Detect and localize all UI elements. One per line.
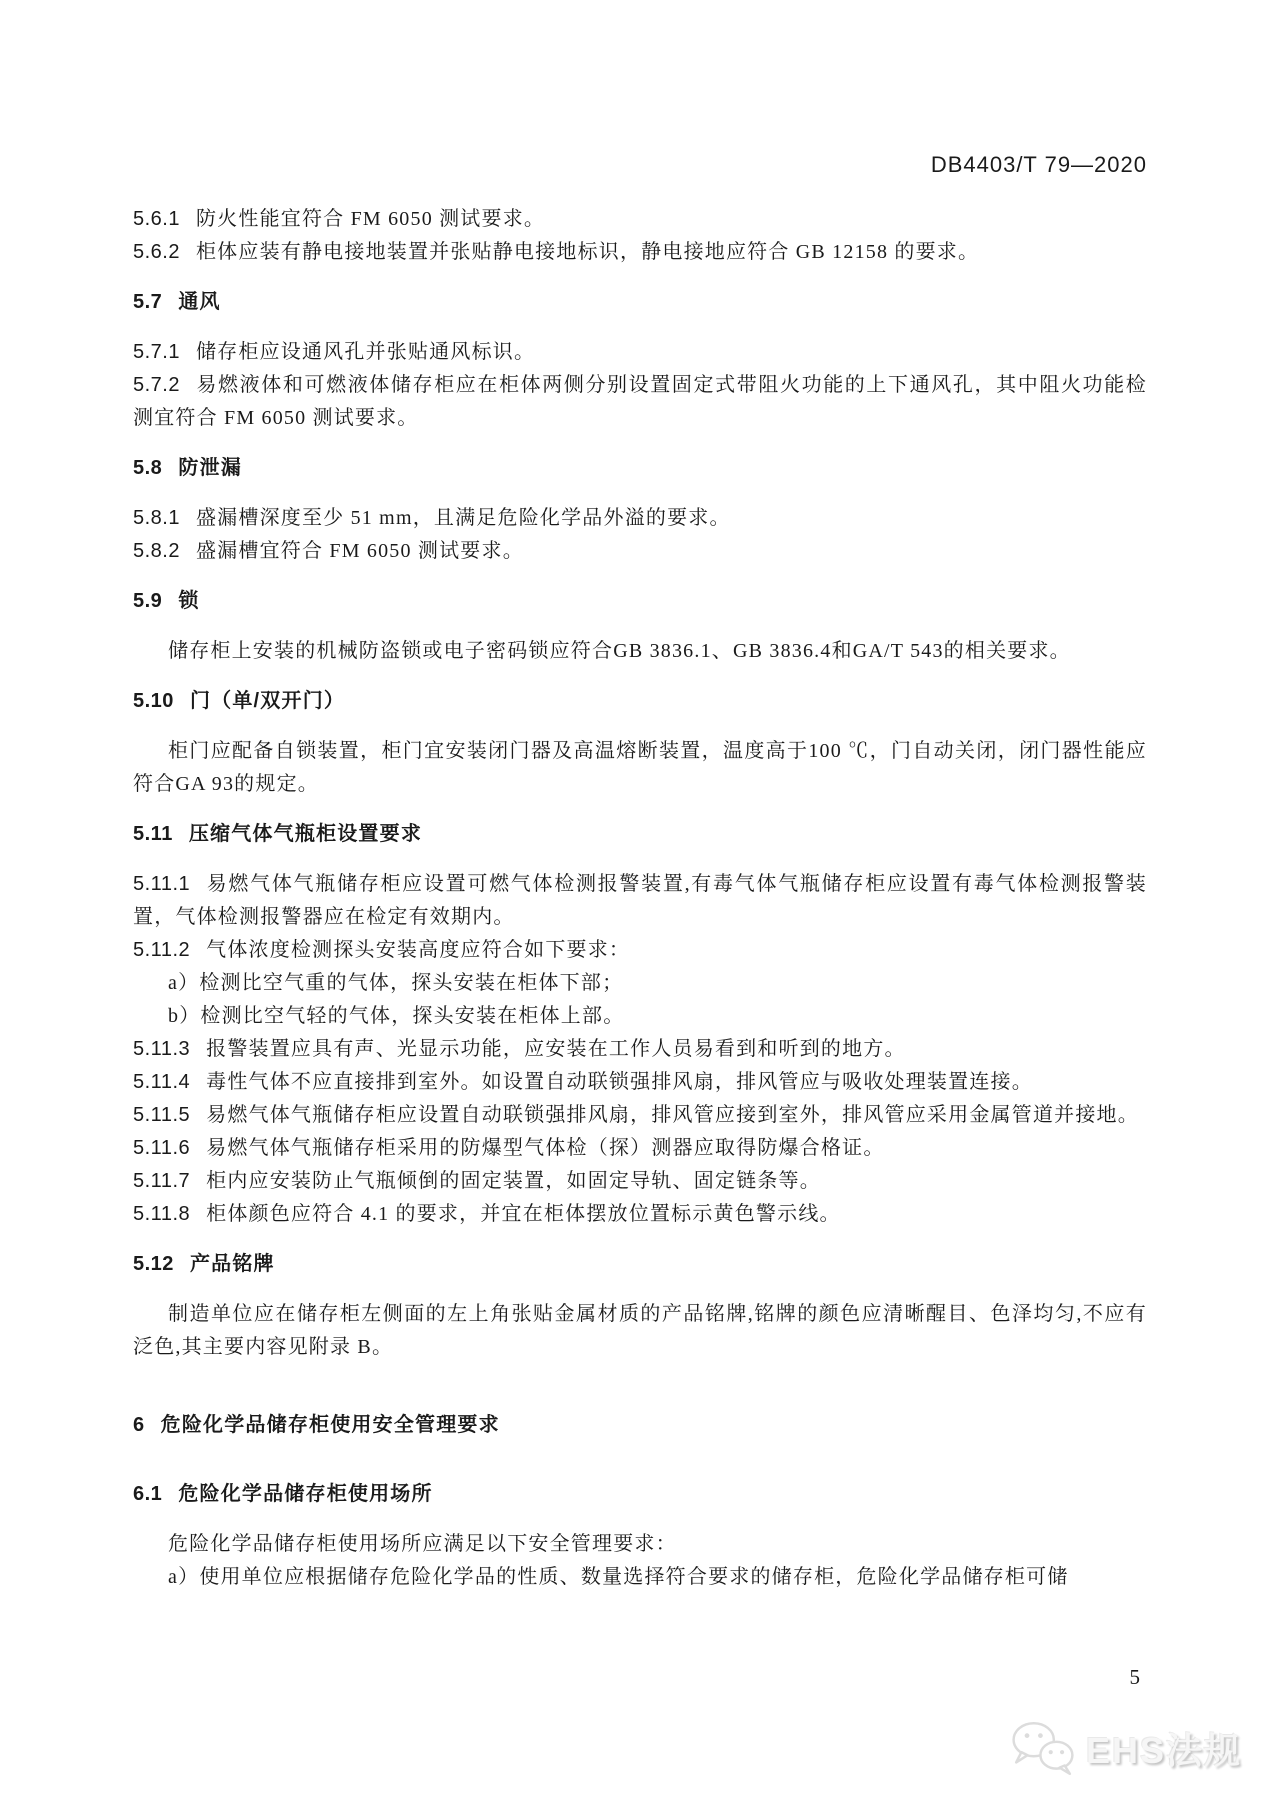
clause-number: 5.8.1 bbox=[133, 507, 180, 529]
chapter-title: 危险化学品储存柜使用安全管理要求 bbox=[160, 1414, 500, 1436]
clause-text: 盛漏槽深度至少 51 mm，且满足危险化学品外溢的要求。 bbox=[195, 507, 731, 529]
wechat-logo-icon bbox=[1010, 1720, 1076, 1776]
clause-text: 柜体应装有静电接地装置并张贴静电接地标识，静电接地应符合 GB 12158 的要求。 bbox=[195, 241, 980, 263]
section-title: 产品铭牌 bbox=[189, 1253, 275, 1275]
clause-number: 5.7.1 bbox=[133, 341, 180, 363]
clause-text: 易燃气体气瓶储存柜采用的防爆型气体检（探）测器应取得防爆合格证。 bbox=[206, 1137, 885, 1159]
section-title: 防泄漏 bbox=[178, 457, 242, 479]
section-heading-5-10 bbox=[133, 685, 1147, 718]
clause-number: 5.8.2 bbox=[133, 540, 180, 562]
section-title: 危险化学品储存柜使用场所 bbox=[178, 1483, 433, 1505]
paragraph-lock-requirement: 储存柜上安装的机械防盗锁或电子密码锁应符合GB 3836.1、GB 3836.4和GA/T 543的相关要求。 bbox=[168, 640, 1071, 662]
list-item-a-cabinet-selection: a）使用单位应根据储存危险化学品的性质、数量选择符合要求的储存柜，危险化学品储存柜可储 bbox=[168, 1566, 1069, 1588]
paragraph-usage-site-intro: 危险化学品储存柜使用场所应满足以下安全管理要求： bbox=[168, 1533, 677, 1555]
section-number: 6.1 bbox=[133, 1483, 163, 1505]
clause-number: 5.11.4 bbox=[133, 1071, 191, 1093]
clause-number: 5.11.1 bbox=[133, 873, 191, 895]
clause-number: 5.11.7 bbox=[133, 1170, 191, 1192]
clause-number: 5.7.2 bbox=[133, 374, 180, 396]
section-heading-6-1 bbox=[133, 1478, 1147, 1511]
section-title: 压缩气体气瓶柜设置要求 bbox=[188, 823, 423, 845]
clause-5-6-2 bbox=[133, 236, 1147, 269]
section-number: 5.8 bbox=[133, 457, 163, 479]
clause-5-6-1 bbox=[133, 203, 1147, 236]
clause-5-11-5 bbox=[133, 1099, 1147, 1132]
clause-text: 储存柜应设通风孔并张贴通风标识。 bbox=[195, 341, 536, 363]
clause-number: 5.11.3 bbox=[133, 1038, 191, 1060]
watermark-label: EHS法规 bbox=[1085, 1729, 1242, 1771]
section-heading-5-7 bbox=[133, 286, 1147, 319]
list-item-b-probe-upper: b）检测比空气轻的气体，探头安装在柜体上部。 bbox=[168, 1005, 625, 1027]
section-heading-5-8 bbox=[133, 452, 1147, 485]
clause-5-11-4 bbox=[133, 1066, 1147, 1099]
chapter-number: 6 bbox=[133, 1414, 145, 1436]
chapter-heading-6 bbox=[133, 1409, 1147, 1442]
section-heading-5-12 bbox=[133, 1248, 1147, 1281]
clause-text: 易燃气体气瓶储存柜应设置自动联锁强排风扇，排风管应接到室外，排风管应采用金属管道并接地。 bbox=[206, 1104, 1139, 1126]
section-heading-5-9 bbox=[133, 585, 1147, 618]
clause-text: 防火性能宜符合 FM 6050 测试要求。 bbox=[195, 208, 546, 230]
watermark bbox=[1010, 1720, 1242, 1776]
clause-number: 5.6.2 bbox=[133, 241, 180, 263]
clause-5-11-3 bbox=[133, 1033, 1147, 1066]
list-item-a-probe-lower: a）检测比空气重的气体，探头安装在柜体下部； bbox=[168, 972, 624, 994]
paragraph-nameplate-requirement: 制造单位应在储存柜左侧面的左上角张贴金属材质的产品铭牌,铭牌的颜色应清晰醒目、色泽均匀,不应有泛色,其主要内容见附录 B。 bbox=[133, 1303, 1147, 1358]
clause-number: 5.11.8 bbox=[133, 1203, 191, 1225]
section-number: 5.10 bbox=[133, 690, 174, 712]
section-number: 5.9 bbox=[133, 590, 163, 612]
clause-5-11-8 bbox=[133, 1198, 1147, 1231]
clause-text: 柜体颜色应符合 4.1 的要求，并宜在柜体摆放位置标示黄色警示线。 bbox=[206, 1203, 841, 1225]
clause-5-8-2 bbox=[133, 535, 1147, 568]
section-number: 5.12 bbox=[133, 1253, 174, 1275]
section-number: 5.11 bbox=[133, 823, 173, 845]
clause-5-11-1 bbox=[133, 868, 1147, 934]
clause-5-7-2 bbox=[133, 369, 1147, 435]
clause-text: 毒性气体不应直接排到室外。如设置自动联锁强排风扇，排风管应与吸收处理装置连接。 bbox=[206, 1071, 1033, 1093]
section-title: 锁 bbox=[178, 590, 200, 612]
clause-text: 气体浓度检测探头安装高度应符合如下要求： bbox=[206, 939, 631, 961]
section-heading-5-11 bbox=[133, 818, 1147, 851]
section-title: 通风 bbox=[178, 291, 221, 313]
clause-text: 易燃液体和可燃液体储存柜应在柜体两侧分别设置固定式带阻火功能的上下通风孔，其中阻火功能检测宜符合 FM 6050 测试要求。 bbox=[133, 374, 1147, 429]
clause-number: 5.6.1 bbox=[133, 208, 180, 230]
standard-code-header: DB4403/T 79—2020 bbox=[930, 152, 1147, 177]
clause-text: 易燃气体气瓶储存柜应设置可燃气体检测报警装置,有毒气体气瓶储存柜应设置有毒气体检测报警装置，气体检测报警器应在检定有效期内。 bbox=[133, 873, 1147, 928]
clause-number: 5.11.6 bbox=[133, 1137, 191, 1159]
clause-number: 5.11.5 bbox=[133, 1104, 191, 1126]
clause-5-11-2 bbox=[133, 934, 1147, 967]
clause-5-11-6 bbox=[133, 1132, 1147, 1165]
clause-text: 盛漏槽宜符合 FM 6050 测试要求。 bbox=[195, 540, 524, 562]
section-number: 5.7 bbox=[133, 291, 163, 313]
clause-number: 5.11.2 bbox=[133, 939, 191, 961]
clause-text: 柜内应安装防止气瓶倾倒的固定装置，如固定导轨、固定链条等。 bbox=[206, 1170, 821, 1192]
page-number: 5 bbox=[1129, 1665, 1140, 1689]
clause-5-8-1 bbox=[133, 502, 1147, 535]
clause-5-7-1 bbox=[133, 336, 1147, 369]
section-title: 门（单/双开门） bbox=[189, 690, 346, 712]
paragraph-door-requirement: 柜门应配备自锁装置，柜门宜安装闭门器及高温熔断装置，温度高于100 ℃，门自动关闭，闭门器性能应符合GA 93的规定。 bbox=[133, 740, 1147, 795]
clause-text: 报警装置应具有声、光显示功能，应安装在工作人员易看到和听到的地方。 bbox=[206, 1038, 906, 1060]
clause-5-11-7 bbox=[133, 1165, 1147, 1198]
